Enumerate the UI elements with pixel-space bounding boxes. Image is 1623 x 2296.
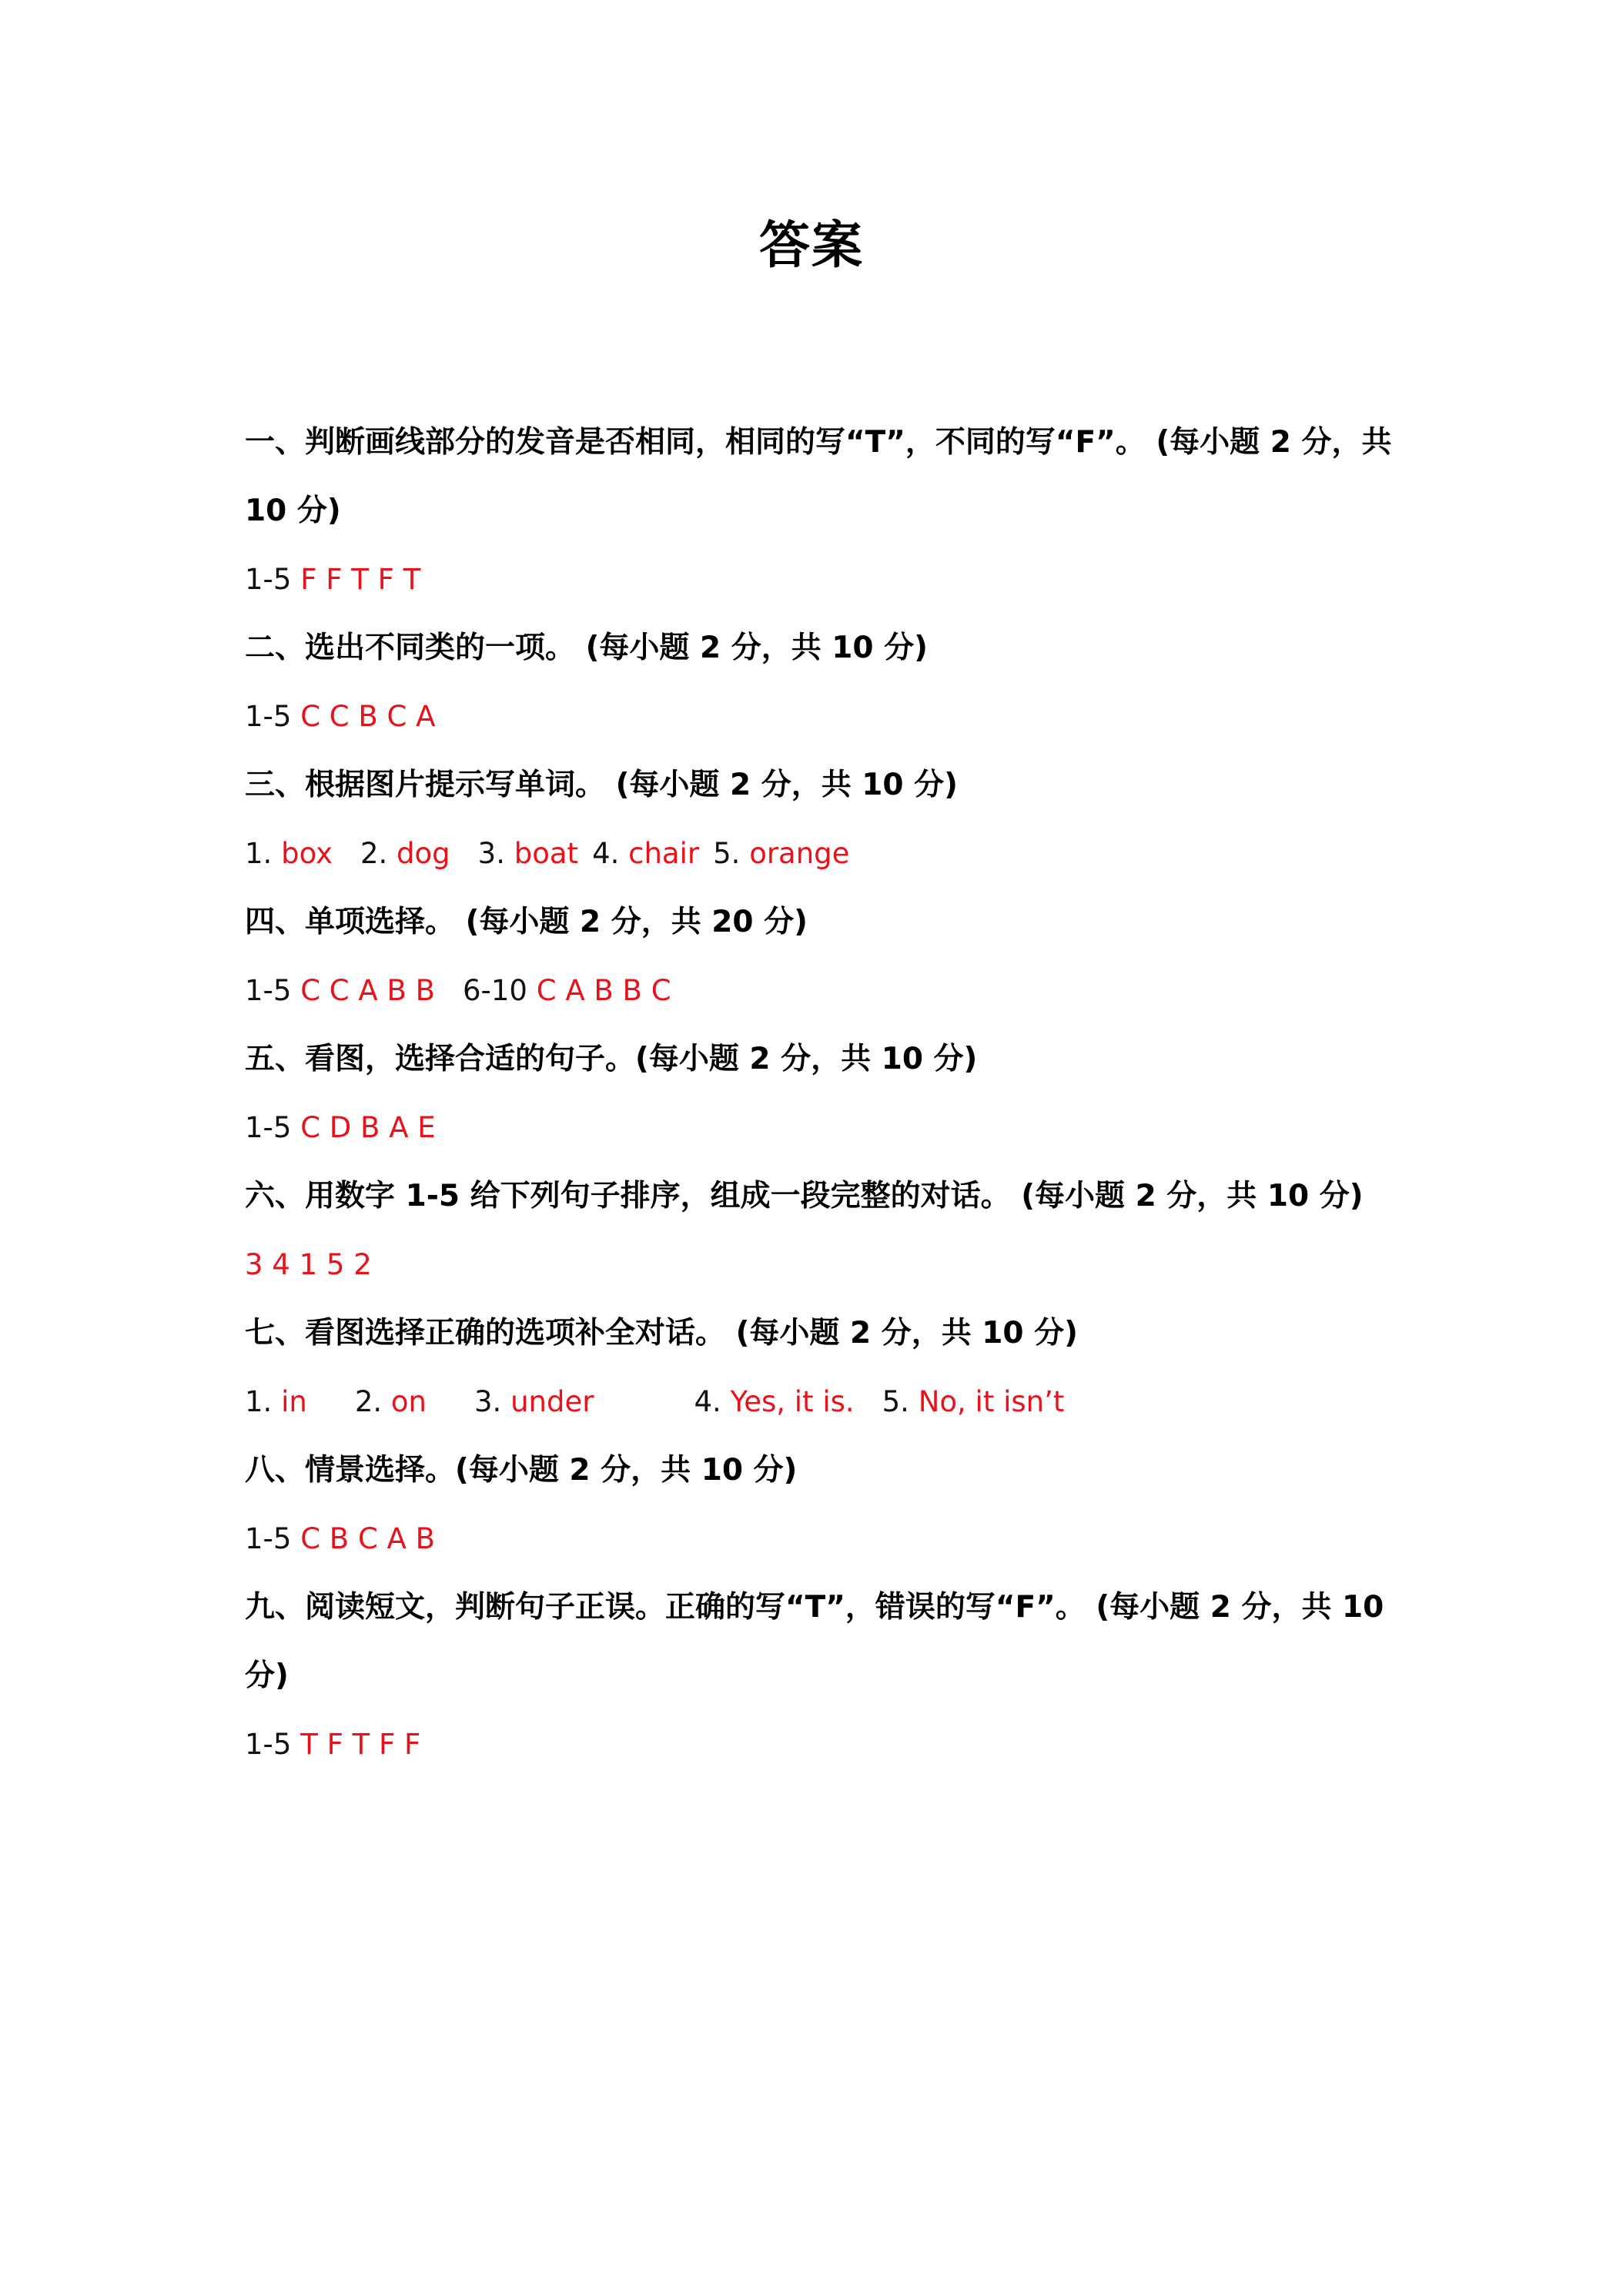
answer-label: 4. xyxy=(592,837,629,870)
section-2-heading: 二、选出不同类的一项。 (每小题 2 分，共 10 分) xyxy=(245,631,928,665)
section-5-answers xyxy=(245,1093,1400,1162)
answer-value: C D B A E xyxy=(300,1111,436,1144)
answer-sections xyxy=(245,408,1400,1779)
answer-label: 2. xyxy=(360,837,397,870)
answer-value: 3 4 1 5 2 xyxy=(245,1248,372,1281)
answer-label: 1. xyxy=(245,1385,282,1418)
section-2-answers xyxy=(245,682,1400,751)
section-3-answers xyxy=(245,819,1400,888)
answer-value: under xyxy=(510,1385,594,1418)
section-9-answers xyxy=(245,1710,1400,1779)
answer-value: C C B C A xyxy=(300,700,436,733)
answer-value: box xyxy=(281,837,333,870)
answer-label: 1-5 xyxy=(245,563,301,596)
section-7-heading: 七、看图选择正确的选项补全对话。 (每小题 2 分，共 10 分) xyxy=(245,1316,1078,1350)
section-1-answers xyxy=(245,545,1400,614)
answer-label: 3. xyxy=(477,837,514,870)
section-4-answers xyxy=(245,956,1400,1025)
answer-value: boat xyxy=(514,837,579,870)
answer-label: 1-5 xyxy=(245,700,301,733)
answer-value: chair xyxy=(628,837,700,870)
section-9-heading: 九、阅读短文，判断句子正误。正确的写“T”，错误的写“F”。 (每小题 2 分，共 10 分) xyxy=(245,1590,1384,1693)
answer-value: in xyxy=(281,1385,307,1418)
section-8-answers xyxy=(245,1504,1400,1573)
answer-value: C A B B C xyxy=(536,974,671,1007)
answer-label: 5. xyxy=(713,837,750,870)
section-5-heading: 五、看图，选择合适的句子。(每小题 2 分，共 10 分) xyxy=(245,1042,978,1076)
answer-value: on xyxy=(390,1385,427,1418)
answer-label: 5. xyxy=(882,1385,919,1418)
answer-value: T F T F F xyxy=(300,1728,421,1761)
section-6-heading: 六、用数字 1-5 给下列句子排序，组成一段完整的对话。 (每小题 2 分，共 10 分) xyxy=(245,1179,1364,1213)
answer-value: No, it isn’t xyxy=(918,1385,1065,1418)
answer-label: 6-10 xyxy=(463,974,537,1007)
answer-label: 1. xyxy=(245,837,282,870)
answer-value: Yes, it is. xyxy=(730,1385,855,1418)
section-7-answers xyxy=(245,1367,1400,1436)
answer-label: 1-5 xyxy=(245,1728,301,1761)
section-1-heading: 一、判断画线部分的发音是否相同，相同的写“T”，不同的写“F”。 (每小题 2 分，共 10 分) xyxy=(245,425,1392,528)
page-title: 答案 xyxy=(759,216,864,275)
answer-value: C B C A B xyxy=(300,1522,435,1555)
section-6-answers xyxy=(245,1230,1400,1299)
answer-value: orange xyxy=(749,837,850,870)
answer-value: C C A B B xyxy=(300,974,435,1007)
answer-label: 4. xyxy=(694,1385,731,1418)
answer-label: 3. xyxy=(474,1385,511,1418)
answer-label: 1-5 xyxy=(245,1111,301,1144)
section-4-heading: 四、单项选择。 (每小题 2 分，共 20 分) xyxy=(245,905,808,939)
answer-label: 2. xyxy=(354,1385,391,1418)
answer-label: 1-5 xyxy=(245,974,301,1007)
section-8-heading: 八、情景选择。(每小题 2 分，共 10 分) xyxy=(245,1453,798,1488)
answer-label: 1-5 xyxy=(245,1522,301,1555)
answer-value: F F T F T xyxy=(300,563,421,596)
section-3-heading: 三、根据图片提示写单词。 (每小题 2 分，共 10 分) xyxy=(245,768,958,802)
answer-value: dog xyxy=(397,837,450,870)
